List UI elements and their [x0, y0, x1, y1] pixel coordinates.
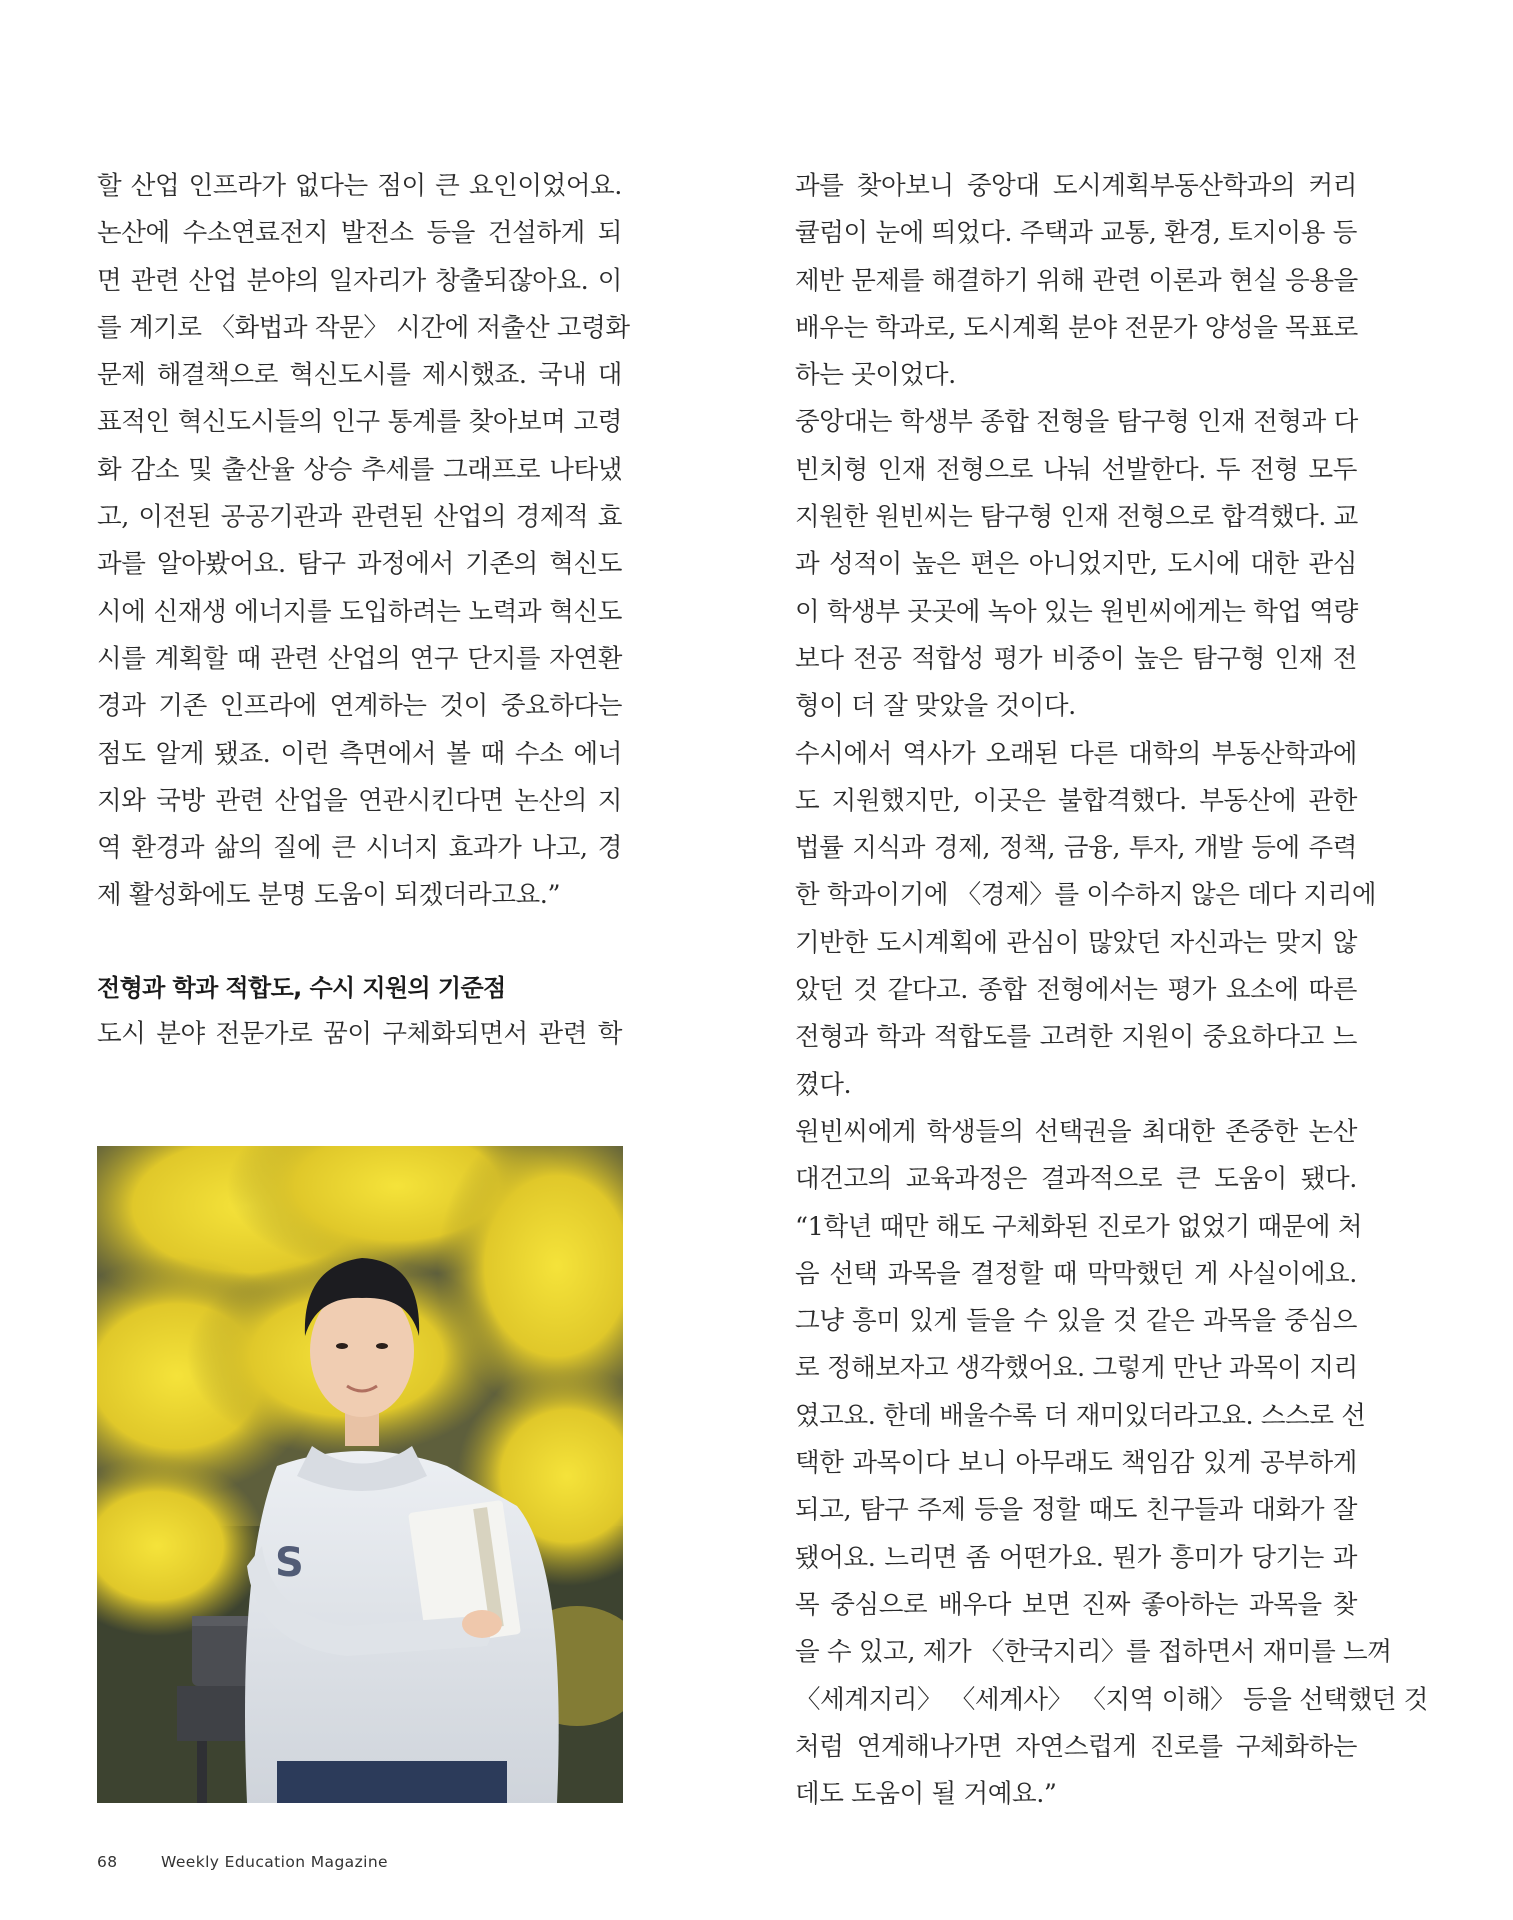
- right-column: [795, 163, 1429, 1818]
- magazine-name: Weekly Education Magazine: [161, 1853, 388, 1871]
- left-paragraph-after-heading: [97, 1011, 622, 1058]
- text-line: 지원한 원빈씨는 탐구형 인재 전형으로 합격했다. 교: [795, 502, 1358, 533]
- text-line: 〈세계지리〉 〈세계사〉 〈지역 이해〉 등을 선택했던 것: [795, 1684, 1429, 1715]
- text-line: 빈치형 인재 전형으로 나눠 선발한다. 두 전형 모두: [795, 454, 1357, 485]
- text-line: 기반한 도시계획에 관심이 많았던 자신과는 맞지 않: [795, 927, 1357, 958]
- text-line: 과를 찾아보니 중앙대 도시계획부동산학과의 커리: [795, 171, 1357, 201]
- text-line: 화 감소 및 출산율 상승 추세를 그래프로 나타냈: [97, 454, 622, 485]
- text-line: 형이 더 잘 맞았을 것이다.: [795, 691, 1076, 722]
- text-line: 처럼 연계해나가면 자연스럽게 진로를 구체화하는: [795, 1731, 1357, 1762]
- text-line: 과 성적이 높은 편은 아니었지만, 도시에 대한 관심: [795, 549, 1357, 580]
- text-line: 음 선택 과목을 결정할 때 막막했던 게 사실이에요.: [795, 1258, 1357, 1289]
- text-line: 로 정해보자고 생각했어요. 그렇게 만난 과목이 지리: [795, 1353, 1358, 1384]
- text-line: 제반 문제를 해결하기 위해 관련 이론과 현실 응용을: [795, 265, 1358, 296]
- text-line: 제 활성화에도 분명 도움이 되겠더라고요.”: [97, 880, 561, 911]
- text-line: 문제 해결책으로 혁신도시를 제시했죠. 국내 대: [97, 360, 622, 391]
- text-line: 되고, 탐구 주제 등을 정할 때도 친구들과 대화가 잘: [795, 1495, 1357, 1526]
- student-photo-illustration: [97, 1146, 623, 1803]
- text-line: 그냥 흥미 있게 들을 수 있을 것 같은 과목을 중심으: [795, 1306, 1357, 1337]
- text-line: 도 지원했지만, 이곳은 불합격했다. 부동산에 관한: [795, 785, 1357, 816]
- text-line: 논산에 수소연료전지 발전소 등을 건설하게 되: [97, 218, 622, 249]
- right-paragraphs: [795, 163, 1429, 1818]
- left-column: [97, 163, 630, 1058]
- svg-text:S: S: [275, 1540, 304, 1586]
- text-line: 대건고의 교육과정은 결과적으로 큰 도움이 됐다.: [795, 1164, 1357, 1195]
- text-line: 한 학과이기에 〈경제〉를 이수하지 않은 데다 지리에: [795, 880, 1377, 911]
- text-line: 를 계기로 〈화법과 작문〉 시간에 저출산 고령화: [97, 312, 630, 343]
- text-line: 전형과 학과 적합도를 고려한 지원이 중요하다고 느: [795, 1022, 1357, 1053]
- text-line: 도시 분야 전문가로 꿈이 구체화되면서 관련 학: [97, 1018, 622, 1049]
- text-line: 큘럼이 눈에 띄었다. 주택과 교통, 환경, 토지이용 등: [795, 218, 1357, 249]
- text-line: 중앙대는 학생부 종합 전형을 탐구형 인재 전형과 다: [795, 407, 1358, 438]
- text-line: 시를 계획할 때 관련 산업의 연구 단지를 자연환: [97, 643, 622, 674]
- text-line: 하는 곳이었다.: [795, 360, 956, 391]
- section-gap: [97, 920, 622, 965]
- text-line: 면 관련 산업 분야의 일자리가 창출되잖아요. 이: [97, 265, 622, 296]
- text-line: 할 산업 인프라가 없다는 점이 큰 요인이었어요.: [97, 171, 622, 201]
- text-line: 였고요. 한데 배울수록 더 재미있더라고요. 스스로 선: [795, 1400, 1366, 1431]
- text-line: 법률 지식과 경제, 정책, 금융, 투자, 개발 등에 주력: [795, 833, 1357, 864]
- text-line: 을 수 있고, 제가 〈한국지리〉를 접하면서 재미를 느껴: [795, 1637, 1392, 1668]
- text-line: 데도 도움이 될 거예요.”: [795, 1779, 1057, 1810]
- text-line: 고, 이전된 공공기관과 관련된 산업의 경제적 효: [97, 502, 622, 533]
- left-paragraph: [97, 163, 630, 920]
- text-line: 았던 것 같다고. 종합 전형에서는 평가 요소에 따른: [795, 975, 1357, 1006]
- text-line: 택한 과목이다 보니 아무래도 책임감 있게 공부하게: [795, 1448, 1357, 1479]
- text-line: 수시에서 역사가 오래된 다른 대학의 부동산학과에: [795, 738, 1357, 769]
- page-footer: [97, 1853, 388, 1871]
- text-line: 경과 기존 인프라에 연계하는 것이 중요하다는: [97, 691, 622, 722]
- text-line: 원빈씨에게 학생들의 선택권을 최대한 존중한 논산: [795, 1116, 1357, 1147]
- section-heading: 전형과 학과 적합도, 수시 지원의 기준점: [97, 973, 506, 1002]
- text-line: 됐어요. 느리면 좀 어떤가요. 뭔가 흥미가 당기는 과: [795, 1542, 1357, 1573]
- text-line: 역 환경과 삶의 질에 큰 시너지 효과가 나고, 경: [97, 833, 622, 864]
- text-line: 배우는 학과로, 도시계획 분야 전문가 양성을 목표로: [795, 312, 1358, 343]
- text-line: 이 학생부 곳곳에 녹아 있는 원빈씨에게는 학업 역량: [795, 596, 1358, 627]
- text-line: 목 중심으로 배우다 보면 진짜 좋아하는 과목을 찾: [795, 1589, 1357, 1620]
- student-photo: [97, 1146, 623, 1803]
- text-line: “1학년 때만 해도 구체화된 진로가 없었기 때문에 처: [795, 1211, 1363, 1242]
- page-number: 68: [97, 1853, 118, 1871]
- text-line: 시에 신재생 에너지를 도입하려는 노력과 혁신도: [97, 596, 622, 627]
- text-line: 보다 전공 적합성 평가 비중이 높은 탐구형 인재 전: [795, 643, 1357, 674]
- text-line: 지와 국방 관련 산업을 연관시킨다면 논산의 지: [97, 785, 622, 816]
- text-line: 꼈다.: [795, 1069, 852, 1100]
- text-line: 점도 알게 됐죠. 이런 측면에서 볼 때 수소 에너: [97, 738, 622, 769]
- text-line: 과를 알아봤어요. 탐구 과정에서 기존의 혁신도: [97, 549, 622, 580]
- text-line: 표적인 혁신도시들의 인구 통계를 찾아보며 고령: [97, 407, 622, 438]
